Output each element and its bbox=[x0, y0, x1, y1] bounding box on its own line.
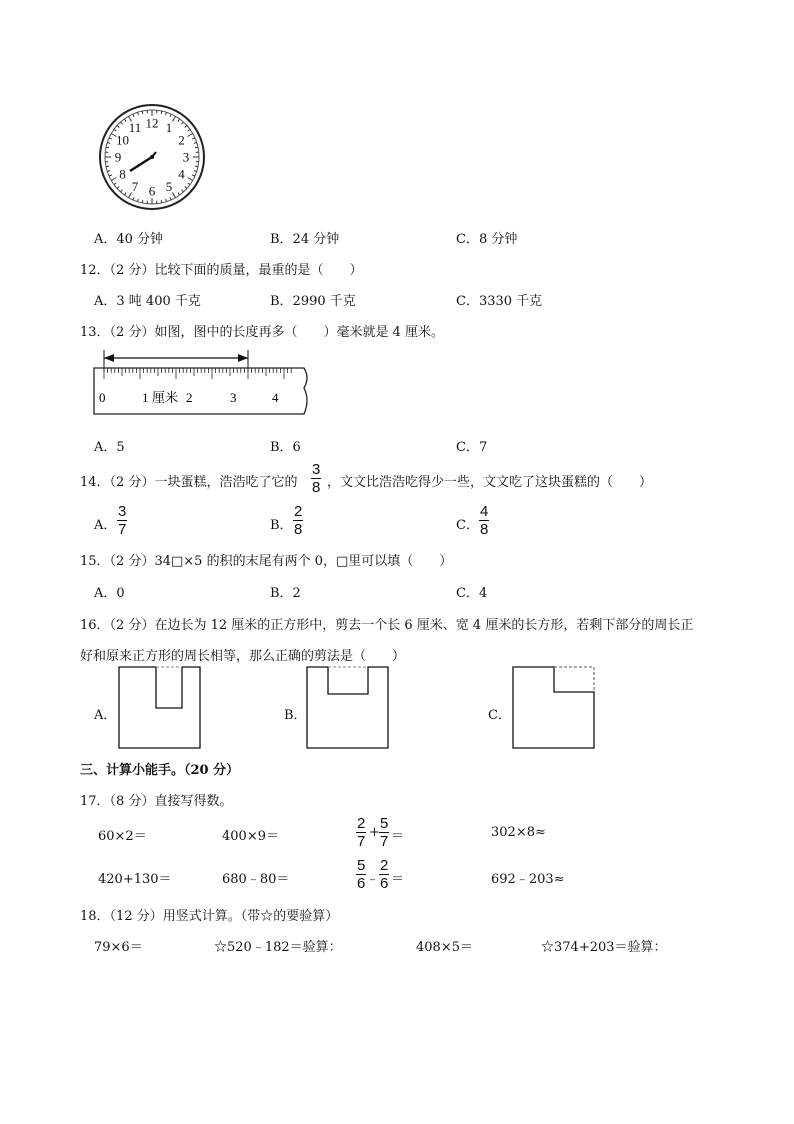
q17-item: 400×9＝ bbox=[222, 829, 279, 844]
clock-tick bbox=[188, 178, 193, 181]
q17-item: 60×2＝ bbox=[98, 829, 147, 844]
clock-tick bbox=[137, 199, 138, 202]
q15-option-b[interactable]: B．2 bbox=[270, 586, 301, 601]
q18-item: ☆374+203＝验算： bbox=[541, 940, 667, 955]
clock-tick bbox=[124, 119, 126, 121]
clock-tick bbox=[137, 112, 138, 115]
q14-question-end: ，文文比浩浩吃得少一些，文文吃了这块蛋糕的（ ） bbox=[327, 475, 653, 490]
clock-tick bbox=[161, 200, 162, 203]
q16-option-b-figure[interactable] bbox=[306, 666, 390, 750]
q14-fraction: 3 8 bbox=[312, 461, 321, 496]
clock-numeral: 8 bbox=[119, 166, 126, 182]
q14-question-start: 14．（2 分）一块蛋糕，浩浩吃了它的 bbox=[80, 475, 298, 490]
q17-fraction: 2 6 bbox=[380, 857, 389, 892]
q16-option-a-letter[interactable]: A． bbox=[94, 708, 117, 723]
clock-numeral: 11 bbox=[128, 120, 142, 136]
clock-tick bbox=[170, 114, 171, 117]
clock-tick bbox=[185, 126, 187, 128]
q18-question: 18．（12 分）用竖式计算。（带☆的要验算） bbox=[80, 909, 339, 924]
q11-option-c[interactable]: C．8 分钟 bbox=[456, 232, 518, 247]
clock-tick bbox=[188, 183, 190, 185]
clock-numeral: 3 bbox=[182, 149, 190, 165]
hour-hand bbox=[130, 157, 152, 171]
clock-tick bbox=[170, 197, 171, 200]
clock-tick bbox=[173, 193, 176, 198]
q17-equals: ＝ bbox=[391, 872, 405, 887]
clock-tick bbox=[188, 129, 190, 131]
clock-numeral: 4 bbox=[178, 166, 185, 182]
clock-numeral: 2 bbox=[178, 132, 185, 148]
q14-option-c-fraction[interactable]: 4 8 bbox=[480, 503, 489, 538]
clock-tick bbox=[107, 142, 110, 143]
q12-option-c[interactable]: C．3330 千克 bbox=[456, 294, 543, 309]
clock-tick bbox=[188, 134, 193, 137]
clock-tick bbox=[114, 129, 116, 131]
q16-option-b-letter[interactable]: B． bbox=[284, 708, 307, 723]
clock-tick bbox=[178, 119, 180, 121]
clock-tick bbox=[181, 190, 183, 192]
clock-tick bbox=[181, 122, 183, 124]
q13-option-a[interactable]: A．5 bbox=[94, 440, 125, 455]
clock-tick bbox=[192, 175, 195, 176]
ruler-label-1: 1 bbox=[142, 390, 149, 405]
q17-question: 17．（8 分）直接写得数。 bbox=[80, 794, 233, 809]
ruler-label-4: 4 bbox=[272, 390, 279, 405]
q13-question: 13．（2 分）如图，图中的长度再多（ ）毫米就是 4 厘米。 bbox=[80, 325, 444, 340]
clock-numeral: 9 bbox=[114, 149, 122, 165]
clock-numeral: 12 bbox=[145, 115, 159, 131]
q17-item: 692﹣203≈ bbox=[491, 872, 565, 887]
q14-option-b-fraction[interactable]: 2 8 bbox=[294, 503, 303, 538]
clock-tick bbox=[109, 175, 112, 176]
clock-tick bbox=[106, 147, 109, 148]
q14-option-b-letter[interactable]: B． bbox=[270, 518, 293, 533]
clock-tick bbox=[133, 114, 134, 117]
clock-tick bbox=[173, 116, 176, 121]
q16-option-c-letter[interactable]: C． bbox=[488, 708, 511, 723]
clock-numeral: 1 bbox=[165, 120, 173, 136]
ruler-label-2: 2 bbox=[186, 390, 193, 405]
clock-tick bbox=[111, 178, 116, 181]
clock-tick bbox=[117, 126, 119, 128]
clock-tick bbox=[133, 197, 134, 200]
clock-numeral: 5 bbox=[165, 178, 173, 194]
clock-figure bbox=[90, 100, 215, 215]
clock-tick bbox=[121, 190, 123, 192]
clock-tick bbox=[178, 193, 180, 195]
clock-tick bbox=[107, 171, 110, 172]
q12-question: 12．（2 分）比较下面的质量，最重的是（ ） bbox=[80, 263, 363, 278]
q17-fraction: 2 7 bbox=[357, 815, 366, 850]
clock-numeral: 10 bbox=[116, 132, 130, 148]
q11-option-a[interactable]: A．40 分钟 bbox=[94, 232, 164, 247]
q14-option-a-letter[interactable]: A． bbox=[94, 518, 117, 533]
q18-item: 79×6＝ bbox=[94, 940, 143, 955]
q13-option-b[interactable]: B．6 bbox=[270, 440, 301, 455]
q11-option-b[interactable]: B．24 分钟 bbox=[270, 232, 340, 247]
q17-operator: + bbox=[369, 825, 380, 840]
q17-equals: ＝ bbox=[391, 829, 405, 844]
clock-tick bbox=[195, 166, 198, 167]
ruler-figure bbox=[92, 346, 314, 418]
clock-tick bbox=[166, 112, 167, 115]
clock-tick bbox=[121, 122, 123, 124]
q14-option-c-letter[interactable]: C． bbox=[456, 518, 479, 533]
ruler-label-3: 3 bbox=[230, 390, 237, 405]
q16-option-a-figure[interactable] bbox=[118, 666, 202, 750]
q17-fraction: 5 7 bbox=[380, 815, 389, 850]
q16-question-line2: 好和原来正方形的周长相等，那么正确的剪法是（ ） bbox=[80, 649, 406, 664]
clock-tick bbox=[142, 111, 143, 114]
clock-tick bbox=[195, 147, 198, 148]
q16-option-c-figure[interactable] bbox=[512, 666, 596, 750]
q18-item: ☆520﹣182＝验算： bbox=[214, 940, 342, 955]
q17-item: 420+130＝ bbox=[98, 872, 172, 887]
q12-option-b[interactable]: B．2990 千克 bbox=[270, 294, 356, 309]
clock-tick bbox=[185, 186, 187, 188]
ruler-label-0: 0 bbox=[99, 390, 106, 405]
clock-numeral: 7 bbox=[131, 178, 139, 194]
clock-numeral: 6 bbox=[148, 183, 156, 199]
q17-item: 302×8≈ bbox=[491, 825, 546, 840]
q17-fraction: 5 6 bbox=[357, 857, 366, 892]
q15-option-c[interactable]: C．4 bbox=[456, 586, 488, 601]
clock-tick bbox=[161, 111, 162, 114]
q13-option-c[interactable]: C．7 bbox=[456, 440, 488, 455]
clock-tick bbox=[194, 171, 197, 172]
clock-tick bbox=[192, 138, 195, 139]
clock-tick bbox=[142, 200, 143, 203]
clock-tick bbox=[114, 183, 116, 185]
q17-operator: ﹣ bbox=[366, 872, 380, 887]
q14-option-a-fraction[interactable]: 3 7 bbox=[118, 503, 127, 538]
clock-tick bbox=[194, 142, 197, 143]
clock-tick bbox=[124, 193, 126, 195]
q12-option-a[interactable]: A．3 吨 400 千克 bbox=[94, 294, 201, 309]
clock-tick bbox=[109, 138, 112, 139]
clock-tick bbox=[117, 186, 119, 188]
section-title: 三、计算小能手。（20 分） bbox=[80, 763, 240, 778]
q15-question: 15．（2 分）34□×5 的积的末尾有两个 0，□里可以填（ ） bbox=[80, 554, 453, 569]
q15-option-a[interactable]: A．0 bbox=[94, 586, 125, 601]
clock-tick bbox=[106, 166, 109, 167]
q17-item: 680﹣80＝ bbox=[222, 872, 290, 887]
q18-item: 408×5＝ bbox=[416, 940, 473, 955]
q16-question-line1: 16．（2 分）在边长为 12 厘米的正方形中，剪去一个长 6 厘米、宽 4 厘米的长方形，若剩下部分的周长正 bbox=[80, 618, 694, 633]
clock-tick bbox=[166, 199, 167, 202]
ruler-unit-label: 厘米 bbox=[152, 390, 179, 405]
